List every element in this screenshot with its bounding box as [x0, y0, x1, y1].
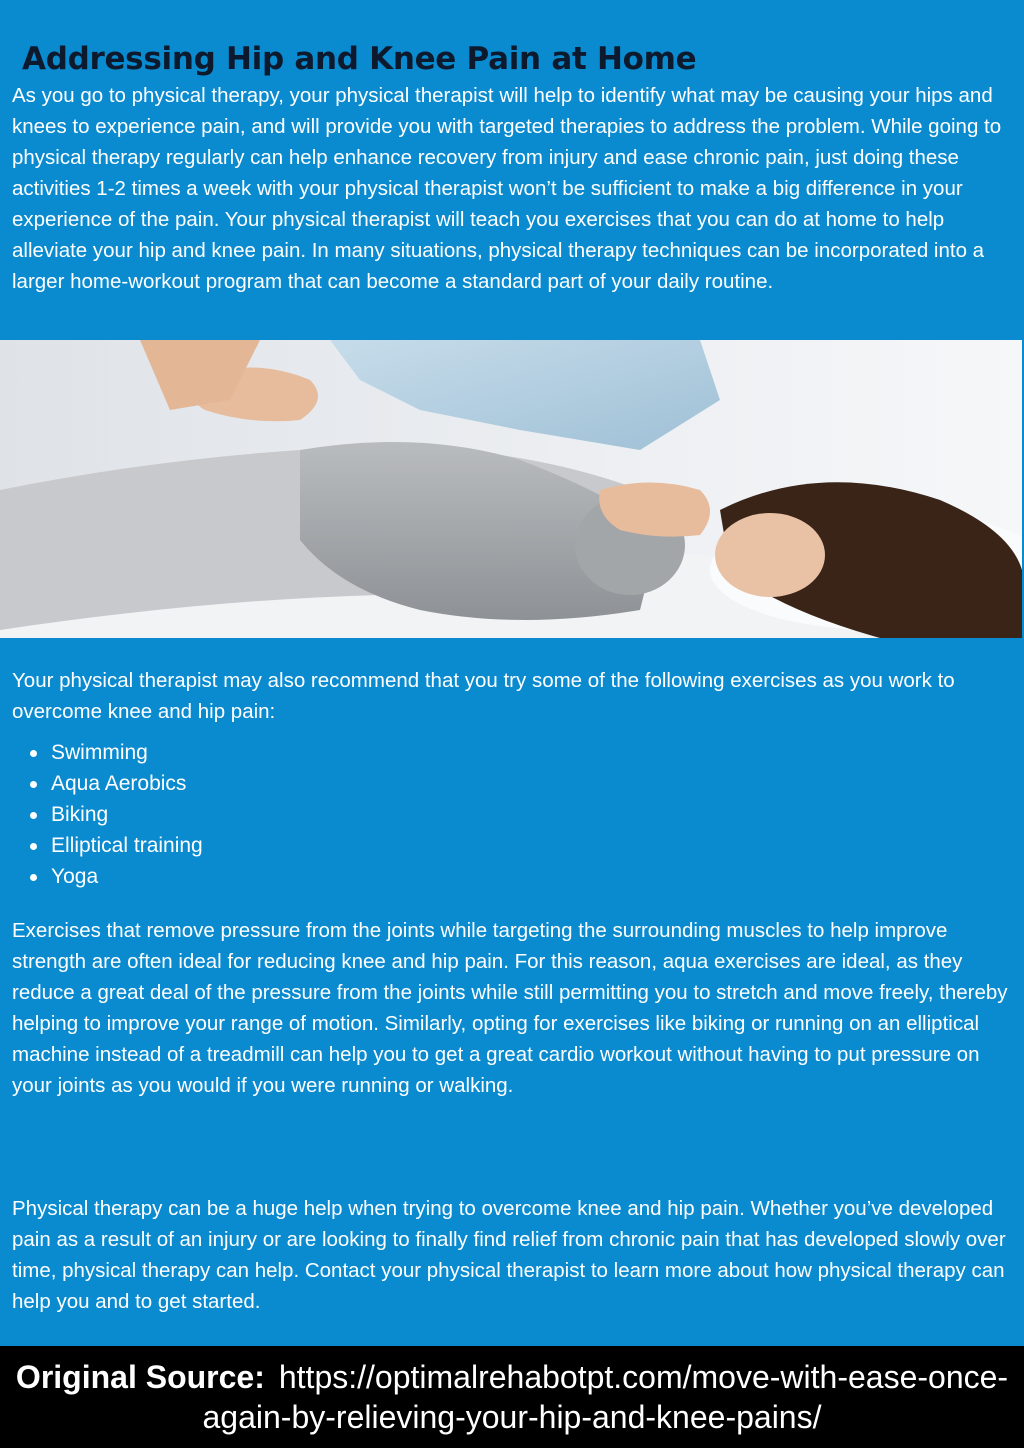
list-item: Yoga: [51, 861, 203, 892]
body-paragraph: Exercises that remove pressure from the joints while targeting the surrounding muscles to help improve strength are often ideal for reducing knee and hip pain. For this reason, aqua exercises are ideal, as they reduce a great deal of the pressure from the joints while still permitting you to stretch and move freely, thereby helping to improve your range of motion. Similarly, opting for exercises like biking or running on an elliptical machine instead of a treadmill can help you to get a great cardio workout without having to put pressure on your joints as you would if you were running or walking.: [12, 919, 1008, 1097]
list-intro-paragraph: Your physical therapist may also recommend that you try some of the following exercises as you work to overcome knee and hip pain:: [12, 669, 955, 723]
source-footer: [0, 1346, 1024, 1448]
therapy-photo-illustration: [0, 340, 1022, 638]
hero-photo: [0, 340, 1022, 638]
exercise-list: [51, 737, 203, 892]
list-item: Swimming: [51, 737, 203, 768]
source-label: Original Source:: [15, 1359, 265, 1395]
list-item: Biking: [51, 799, 203, 830]
list-item: Elliptical training: [51, 830, 203, 861]
intro-paragraph: As you go to physical therapy, your physical therapist will help to identify what may be causing your hips and knees to experience pain, and will provide you with targeted therapies to address the problem. While going to physical therapy regularly can help enhance recovery from injury and ease chronic pain, just doing these activities 1-2 times a week with your physical therapist won’t be sufficient to make a big difference in your experience of the pain. Your physical therapist will teach you exercises that you can do at home to help alleviate your hip and knee pain. In many situations, physical therapy techniques can be incorporated into a larger home-workout program that can become a standard part of your daily routine.: [12, 84, 1002, 293]
page-title: Addressing Hip and Knee Pain at Home: [22, 40, 697, 77]
list-item: Aqua Aerobics: [51, 768, 203, 799]
source-link[interactable]: https://optimalrehabotpt.com/move-with-ease-once-again-by-relieving-your-hip-and-knee-pains/: [202, 1359, 1009, 1435]
closing-paragraph: Physical therapy can be a huge help when trying to overcome knee and hip pain. Whether you’ve developed pain as a result of an injury or are looking to finally find relief from chronic pain that has developed slowly over time, physical therapy can help. Contact your physical therapist to learn more about how physical therapy can help you and to get started.: [12, 1197, 1006, 1313]
